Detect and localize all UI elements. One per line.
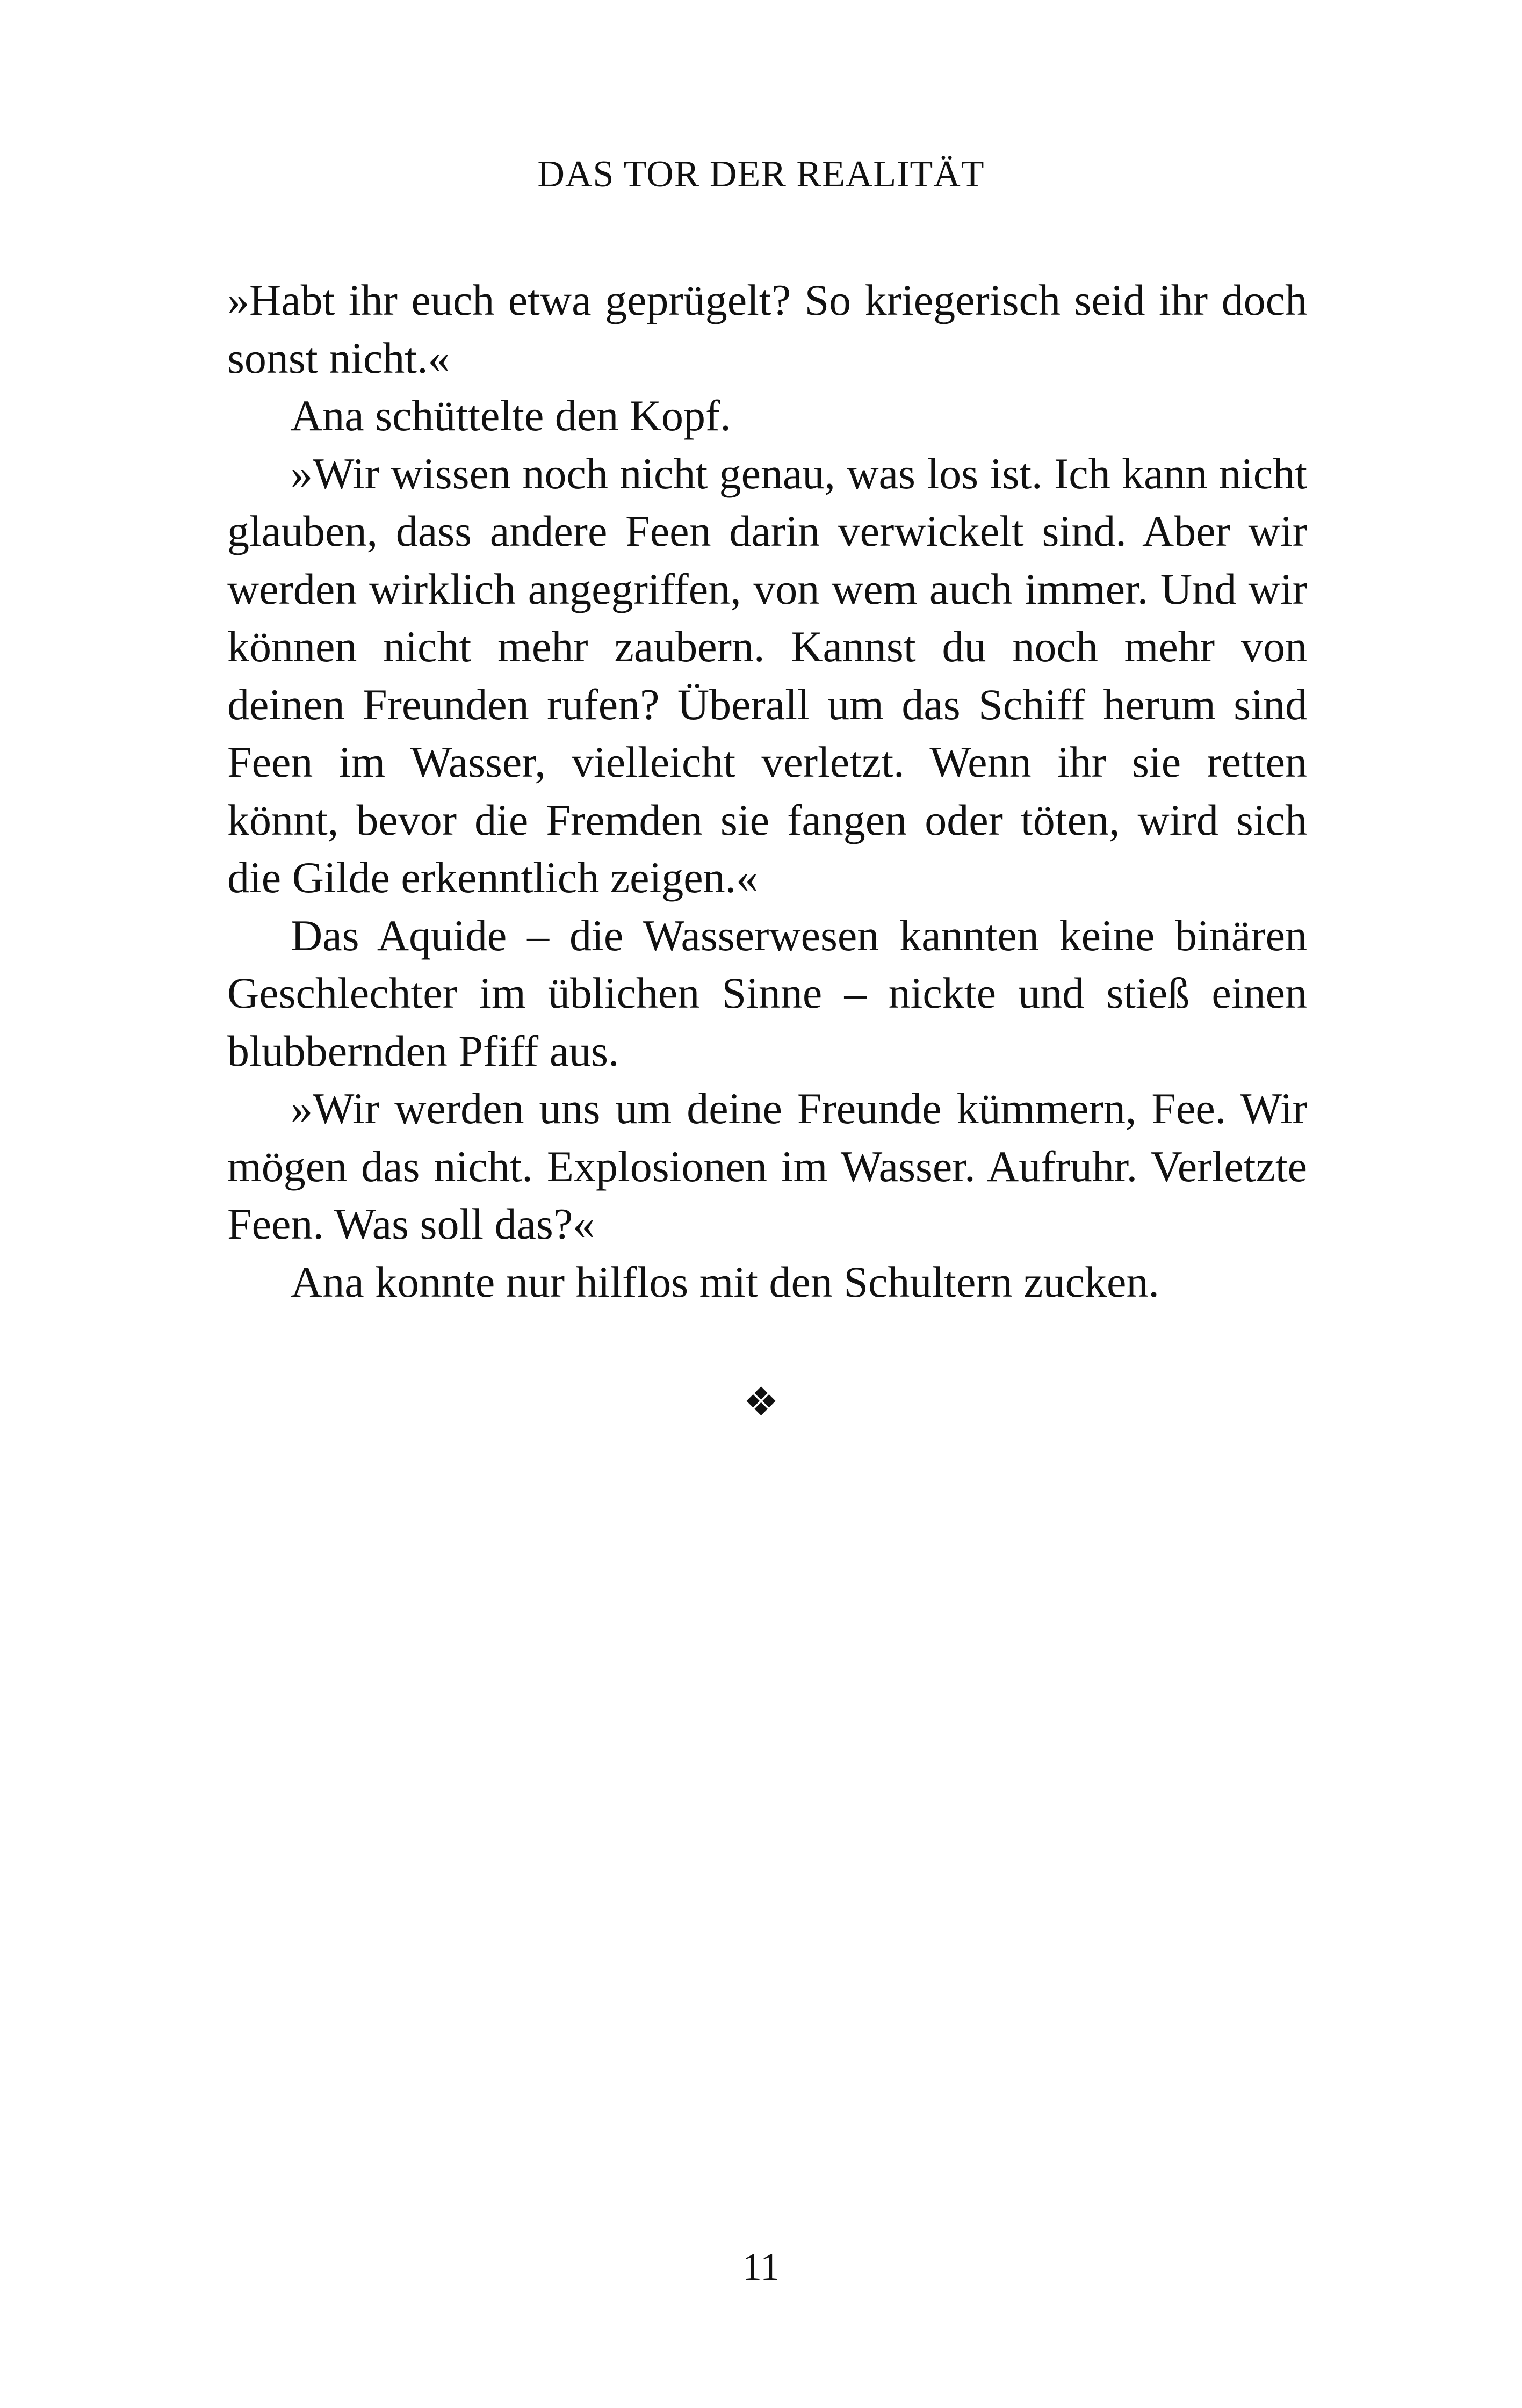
running-header: DAS TOR DER REALITÄT [537, 154, 985, 195]
paragraph-1: »Habt ihr euch etwa geprügelt? So kriegerisch seid ihr doch sonst nicht.« [227, 276, 1307, 382]
body-text [227, 271, 1307, 1311]
paragraph-6: Ana konnte nur hilflos mit den Schultern zucken. [291, 1257, 1159, 1306]
paragraph-4: Das Aquide – die Wasserwesen kannten keine binären Geschlechter im üblichen Sinne – nickte und stieß einen blubbernden Pfiff aus. [227, 910, 1307, 1075]
page-number: 11 [742, 2245, 780, 2288]
scene-break-ornament-icon: ❖ [743, 1379, 779, 1425]
paragraph-2: Ana schüttelte den Kopf. [291, 391, 731, 440]
paragraph-3: »Wir wissen noch nicht genau, was los ist. Ich kann nicht glauben, dass andere Feen darin verwickelt sind. Aber wir werden wirklich angegriffen, von wem auch immer. Und wir können nicht mehr zaubern. Kannst du noch mehr von deinen Freunden rufen? Überall um das Schiff herum sind Feen im Wasser, vielleicht verletzt. Wenn ihr sie retten könnt, bevor die Fremden sie fangen oder töten, wird sich die Gilde erkenntlich zeigen.« [227, 449, 1307, 902]
paragraph-5: »Wir werden uns um deine Freunde kümmern, Fee. Wir mögen das nicht. Explosionen im Wasser. Aufruhr. Verletzte Feen. Was soll das?« [227, 1084, 1307, 1248]
